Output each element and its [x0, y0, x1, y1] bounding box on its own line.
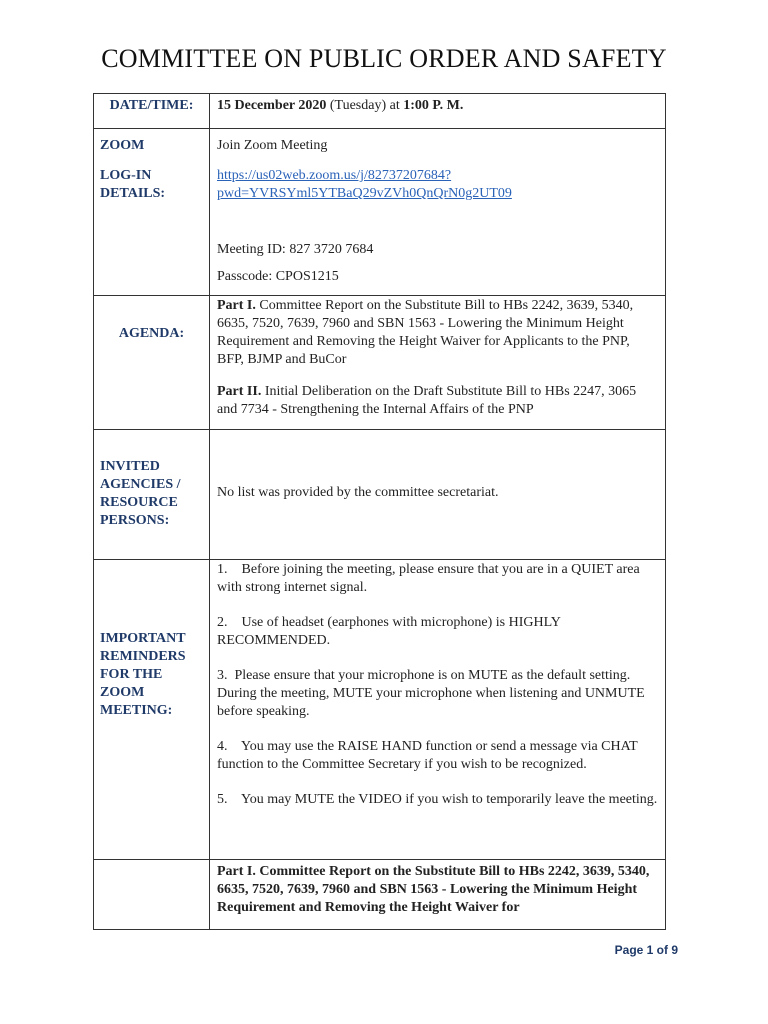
label-cell: [94, 129, 210, 296]
zoom-link-line2[interactable]: pwd=YVRSYml5YTBaQ29vZVh0QnQrN0g2UT09: [217, 186, 512, 201]
meeting-date: 15 December 2020: [217, 98, 327, 113]
datetime-value: [210, 94, 665, 115]
agenda-part1: [217, 297, 658, 369]
value-cell: [210, 129, 666, 296]
agenda-part2-label: Part II.: [217, 384, 262, 399]
document-title: COMMITTEE ON PUBLIC ORDER AND SAFETY: [101, 44, 667, 73]
row-continued: [94, 860, 666, 930]
meeting-details-table: [93, 93, 666, 930]
agenda-part2-text: Initial Deliberation on the Draft Substitute Bill to HBs 2247, 3065 and 7734 - Strengthening the Internal Affairs of the PNP: [217, 384, 637, 417]
invited-text: No list was provided by the committee secretariat.: [217, 485, 499, 500]
reminder-item: 3. Please ensure that your microphone is on MUTE as the default setting. During the meeting, MUTE your microphone when listening and UNMUTE before speaking.: [217, 668, 649, 719]
label-cell: [94, 296, 210, 430]
agenda-part1-label: Part I.: [217, 298, 256, 313]
value-cell: [210, 296, 666, 430]
reminder-item: 1. Before joining the meeting, please ensure that you are in a QUIET area with strong internet signal.: [217, 562, 644, 595]
value-cell: [210, 860, 666, 930]
invited-label: INVITED AGENCIES / RESOURCE PERSONS:: [100, 459, 181, 528]
row-agenda: [94, 296, 666, 430]
label-cell: [94, 430, 210, 560]
value-cell: [210, 94, 666, 129]
reminder-item: 2. Use of headset (earphones with microphone) is HIGHLY RECOMMENDED.: [217, 615, 564, 648]
page-number: Page 1 of 9: [614, 943, 678, 957]
zoom-label: ZOOM: [100, 138, 145, 153]
row-zoom: [94, 129, 666, 296]
continued-part1-text: Part I. Committee Report on the Substitute Bill to HBs 2242, 3639, 5340, 6635, 7520, 7639, 7960 and SBN 1563 - Lowering the Minimum Height Requirement and Removing the Height Waiver for: [217, 864, 650, 915]
reminder-item: 4. You may use the RAISE HAND function or send a message via CHAT function to the Committee Secretary if you wish to be recognized.: [217, 739, 641, 772]
label-cell: [94, 560, 210, 860]
value-cell: [210, 560, 666, 860]
meeting-time: 1:00 P. M.: [403, 98, 464, 113]
meeting-id: Meeting ID: 827 3720 7684: [217, 242, 374, 257]
agenda-label: AGENDA:: [118, 326, 185, 341]
reminder-item: 5. You may MUTE the VIDEO if you wish to temporarily leave the meeting.: [217, 792, 658, 807]
label-cell: [94, 860, 210, 930]
reminders-label: IMPORTANT REMINDERS FOR THE ZOOM MEETING:: [100, 631, 186, 718]
agenda-part2: [217, 383, 658, 419]
label-cell: [94, 94, 210, 129]
agenda-part1-text: Committee Report on the Substitute Bill to HBs 2242, 3639, 5340, 6635, 7520, 7639, 7960 and SBN 1563 - Lowering the Minimum Height Requirement and Removing the Height Waiver for Applicants to the PNP, BFP, BJMP and BuCor: [217, 298, 634, 367]
value-cell: [210, 430, 666, 560]
passcode: Passcode: CPOS1215: [217, 269, 339, 284]
row-datetime: [94, 94, 666, 129]
row-reminders: [94, 560, 666, 860]
join-zoom-text: Join Zoom Meeting: [217, 138, 328, 153]
datetime-label: DATE/TIME:: [109, 98, 194, 113]
meeting-day: (Tuesday) at: [326, 98, 404, 113]
row-invited: [94, 430, 666, 560]
zoom-link-line1[interactable]: https://us02web.zoom.us/j/82737207684?: [217, 168, 452, 183]
login-details-label: LOG-IN DETAILS:: [100, 168, 166, 201]
